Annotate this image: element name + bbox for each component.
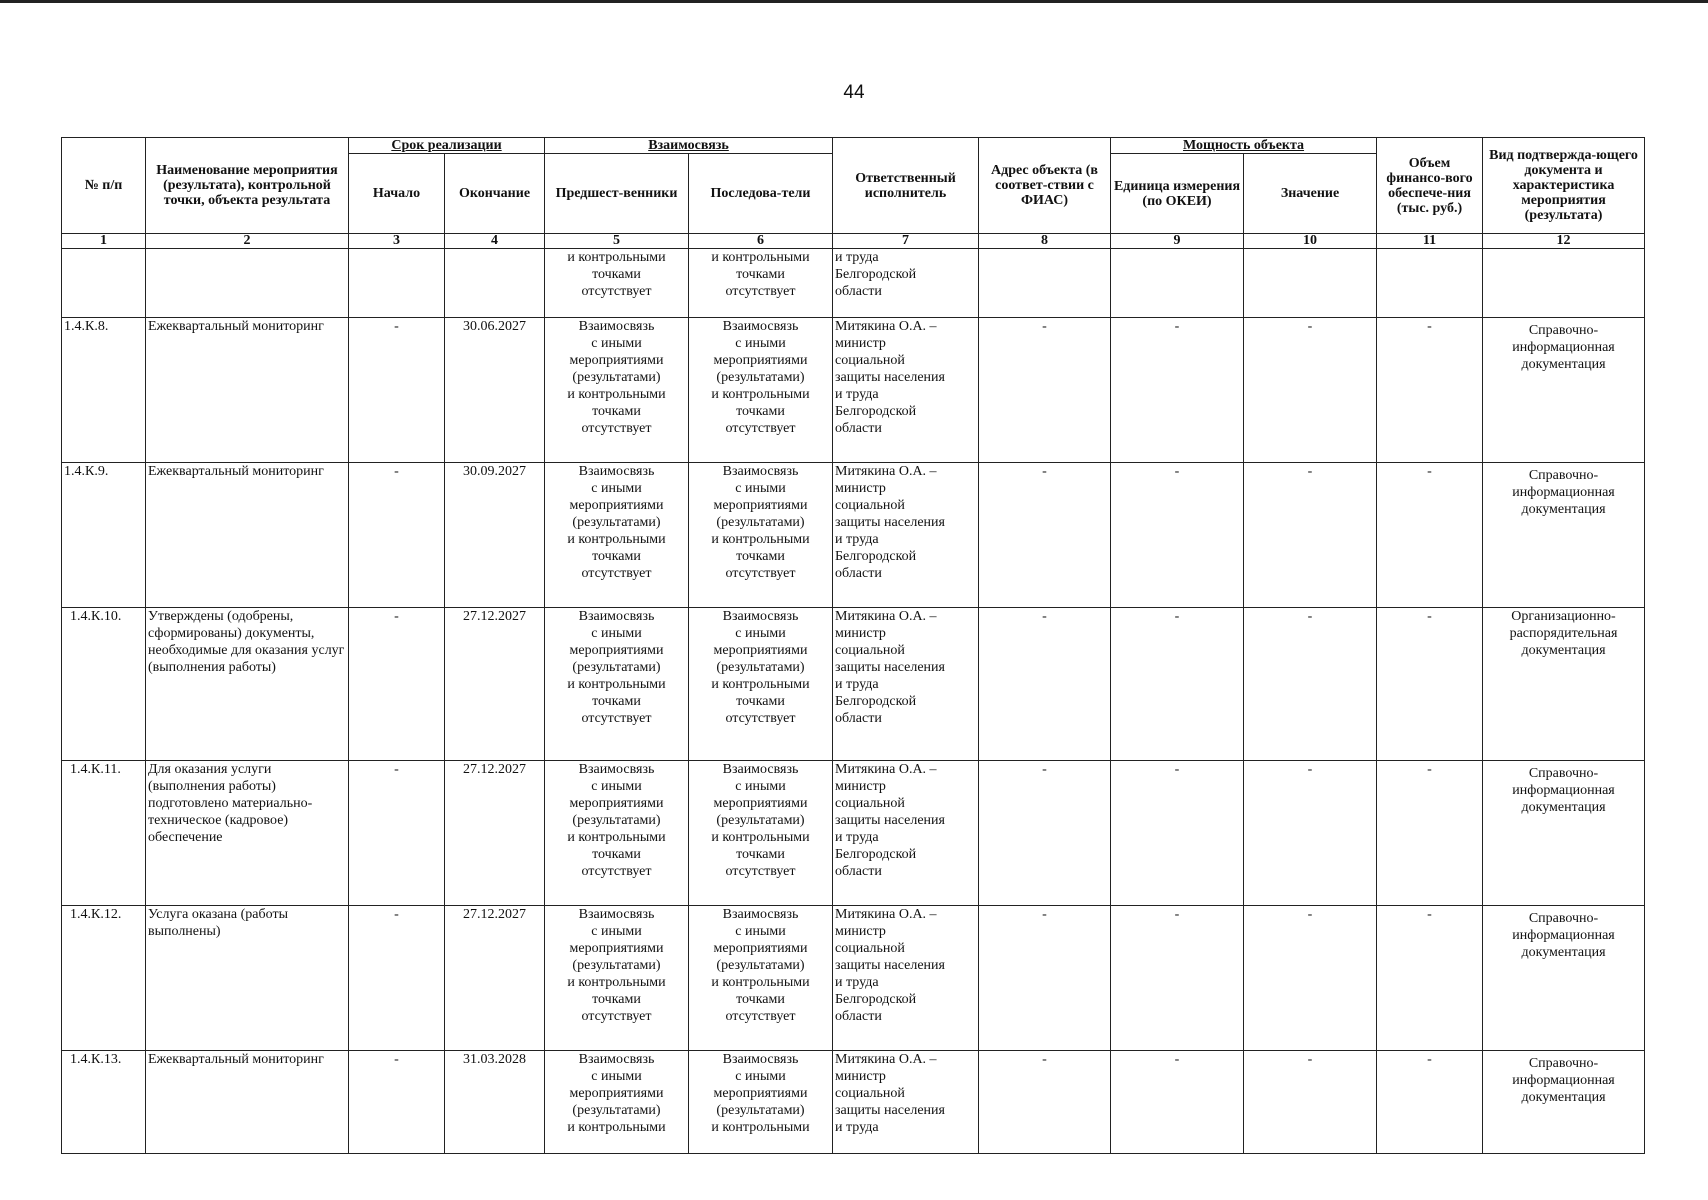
cell-address [979, 249, 1111, 318]
cell-value: - [1244, 318, 1377, 463]
cell-predecessors: Взаимосвязь с иными мероприятиями (результатами) и контрольными точками отсутствует [545, 906, 689, 1051]
cell-predecessors: Взаимосвязь с иными мероприятиями (результатами) и контрольными точками отсутствует [545, 608, 689, 761]
header-group-period: Срок реализации [349, 138, 545, 154]
cell-successors: Взаимосвязь с иными мероприятиями (результатами) и контрольными точками отсутствует [689, 906, 833, 1051]
cell-number: 1.4.К.12. [62, 906, 146, 1051]
cell-unit [1111, 249, 1244, 318]
cell-number: 1.4.К.11. [62, 761, 146, 906]
cell-finance: - [1377, 463, 1483, 608]
cell-name: Для оказания услуги (выполнения работы) подготовлено материально-техническое (кадровое) обеспечение [146, 761, 349, 906]
cell-number [62, 249, 146, 318]
column-number: 10 [1244, 234, 1377, 249]
header-successors: Последова-тели [689, 154, 833, 234]
cell-unit: - [1111, 906, 1244, 1051]
header-predecessors: Предшест-венники [545, 154, 689, 234]
cell-predecessors: Взаимосвязь с иными мероприятиями (результатами) и контрольными точками отсутствует [545, 761, 689, 906]
cell-number: 1.4.К.13. [62, 1051, 146, 1154]
cell-responsible: и труда Белгородской области [833, 249, 979, 318]
page-number: 44 [843, 82, 865, 103]
table-row [62, 761, 1645, 906]
header-name: Наименование мероприятия (результата), контрольной точки, объекта результата [146, 138, 349, 234]
table-row [62, 318, 1645, 463]
column-number: 6 [689, 234, 833, 249]
cell-number: 1.4.К.9. [62, 463, 146, 608]
cell-responsible: Митякина О.А. – министр социальной защиты населения и труда Белгородской области [833, 906, 979, 1051]
cell-end: 27.12.2027 [445, 761, 545, 906]
cell-predecessors: Взаимосвязь с иными мероприятиями (результатами) и контрольными точками отсутствует [545, 463, 689, 608]
cell-finance: - [1377, 906, 1483, 1051]
header-address: Адрес объекта (в соответ-ствии с ФИАС) [979, 138, 1111, 234]
top-border-rule [0, 0, 1708, 3]
cell-name: Ежеквартальный мониторинг [146, 318, 349, 463]
header-group-capacity: Мощность объекта [1111, 138, 1377, 154]
cell-successors: Взаимосвязь с иными мероприятиями (результатами) и контрольными точками отсутствует [689, 318, 833, 463]
header-document: Вид подтвержда-ющего документа и характеристика мероприятия (результата) [1483, 138, 1645, 234]
cell-successors: Взаимосвязь с иными мероприятиями (результатами) и контрольными точками отсутствует [689, 608, 833, 761]
header-end: Окончание [445, 154, 545, 234]
column-number: 3 [349, 234, 445, 249]
cell-name: Утверждены (одобрены, сформированы) документы, необходимые для оказания услуг (выполнения работы) [146, 608, 349, 761]
cell-value: - [1244, 463, 1377, 608]
cell-predecessors: Взаимосвязь с иными мероприятиями (результатами) и контрольными точками отсутствует [545, 318, 689, 463]
column-number: 12 [1483, 234, 1645, 249]
header-finance: Объем финансо-вого обеспече-ния (тыс. руб.) [1377, 138, 1483, 234]
cell-document: Справочно- информационная документация [1483, 1051, 1645, 1154]
cell-document [1483, 249, 1645, 318]
cell-start: - [349, 608, 445, 761]
cell-end: 27.12.2027 [445, 608, 545, 761]
header-number: № п/п [62, 138, 146, 234]
cell-successors: Взаимосвязь с иными мероприятиями (результатами) и контрольными точками отсутствует [689, 463, 833, 608]
cell-start: - [349, 906, 445, 1051]
cell-document: Справочно- информационная документация [1483, 761, 1645, 906]
column-number: 7 [833, 234, 979, 249]
cell-end [445, 249, 545, 318]
cell-unit: - [1111, 761, 1244, 906]
table-row [62, 906, 1645, 1051]
cell-end: 30.06.2027 [445, 318, 545, 463]
cell-predecessors: и контрольными точками отсутствует [545, 249, 689, 318]
cell-responsible: Митякина О.А. – министр социальной защиты населения и труда [833, 1051, 979, 1154]
cell-value: - [1244, 1051, 1377, 1154]
column-number: 9 [1111, 234, 1244, 249]
cell-unit: - [1111, 1051, 1244, 1154]
header-group-relation: Взаимосвязь [545, 138, 833, 154]
continuation-row [62, 249, 1645, 318]
cell-value: - [1244, 761, 1377, 906]
cell-unit: - [1111, 463, 1244, 608]
cell-successors: и контрольными точками отсутствует [689, 249, 833, 318]
cell-value: - [1244, 608, 1377, 761]
header-value: Значение [1244, 154, 1377, 234]
column-number: 8 [979, 234, 1111, 249]
cell-name: Ежеквартальный мониторинг [146, 463, 349, 608]
cell-address: - [979, 906, 1111, 1051]
cell-start: - [349, 318, 445, 463]
header-unit: Единица измерения (по ОКЕИ) [1111, 154, 1244, 234]
column-number: 4 [445, 234, 545, 249]
cell-successors: Взаимосвязь с иными мероприятиями (результатами) и контрольными точками отсутствует [689, 761, 833, 906]
cell-name: Ежеквартальный мониторинг [146, 1051, 349, 1154]
header-row-groups [62, 138, 1645, 154]
header-responsible: Ответственный исполнитель [833, 138, 979, 234]
cell-responsible: Митякина О.А. – министр социальной защиты населения и труда Белгородской области [833, 761, 979, 906]
cell-name: Услуга оказана (работы выполнены) [146, 906, 349, 1051]
column-number: 11 [1377, 234, 1483, 249]
cell-finance: - [1377, 1051, 1483, 1154]
cell-address: - [979, 1051, 1111, 1154]
cell-start [349, 249, 445, 318]
cell-end: 31.03.2028 [445, 1051, 545, 1154]
header-start: Начало [349, 154, 445, 234]
cell-predecessors: Взаимосвязь с иными мероприятиями (результатами) и контрольными [545, 1051, 689, 1154]
cell-finance: - [1377, 318, 1483, 463]
cell-start: - [349, 463, 445, 608]
cell-address: - [979, 608, 1111, 761]
cell-responsible: Митякина О.А. – министр социальной защиты населения и труда Белгородской области [833, 463, 979, 608]
cell-start: - [349, 761, 445, 906]
cell-responsible: Митякина О.А. – министр социальной защиты населения и труда Белгородской области [833, 608, 979, 761]
cell-start: - [349, 1051, 445, 1154]
cell-value [1244, 249, 1377, 318]
cell-document: Справочно- информационная документация [1483, 906, 1645, 1051]
cell-end: 30.09.2027 [445, 463, 545, 608]
table-row [62, 463, 1645, 608]
cell-number: 1.4.К.8. [62, 318, 146, 463]
cell-number: 1.4.К.10. [62, 608, 146, 761]
cell-document: Организационно- распорядительная документация [1483, 608, 1645, 761]
cell-document: Справочно- информационная документация [1483, 318, 1645, 463]
column-number: 2 [146, 234, 349, 249]
table-row [62, 608, 1645, 761]
cell-name [146, 249, 349, 318]
column-number: 5 [545, 234, 689, 249]
cell-finance: - [1377, 761, 1483, 906]
cell-successors: Взаимосвязь с иными мероприятиями (результатами) и контрольными [689, 1051, 833, 1154]
column-number-row [62, 234, 1645, 249]
table-row [62, 1051, 1645, 1154]
cell-finance [1377, 249, 1483, 318]
cell-end: 27.12.2027 [445, 906, 545, 1051]
cell-unit: - [1111, 608, 1244, 761]
cell-document: Справочно- информационная документация [1483, 463, 1645, 608]
cell-finance: - [1377, 608, 1483, 761]
cell-address: - [979, 463, 1111, 608]
cell-address: - [979, 761, 1111, 906]
cell-value: - [1244, 906, 1377, 1051]
results-plan-table [61, 137, 1645, 1154]
column-number: 1 [62, 234, 146, 249]
cell-responsible: Митякина О.А. – министр социальной защиты населения и труда Белгородской области [833, 318, 979, 463]
cell-unit: - [1111, 318, 1244, 463]
cell-address: - [979, 318, 1111, 463]
